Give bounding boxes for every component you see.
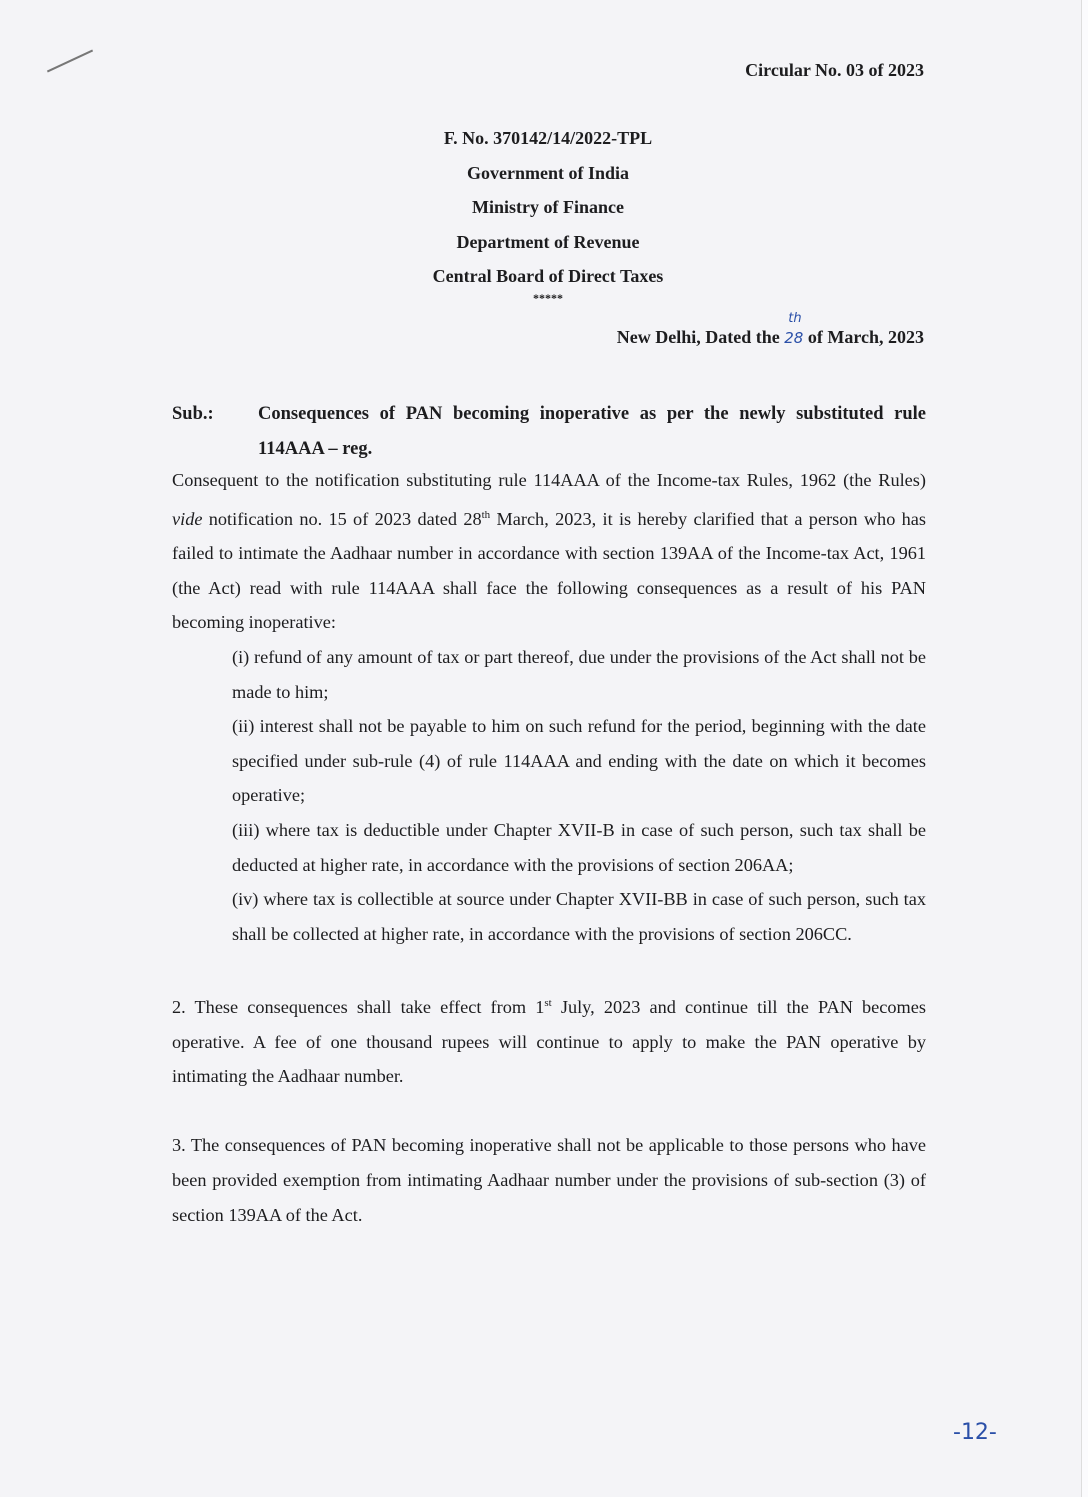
body — [172, 463, 926, 1232]
pen-mark — [47, 50, 93, 73]
day: 28 — [784, 329, 804, 347]
text: July, 2023 and continue till the PAN becomes operative. A fee of one thousand rupees will continue to apply to make the PAN operative by intimating the Aadhaar number. — [172, 997, 926, 1087]
ministry: Ministry of Finance — [472, 197, 624, 217]
text: Consequent to the notification substituting rule 114AAA of the Income-tax Rules, 1962 (the Rules) — [172, 470, 926, 490]
paragraph-1 — [172, 463, 926, 640]
handwritten-day — [784, 311, 804, 347]
date-rest: of March, 2023 — [803, 327, 924, 347]
list-item: (ii) interest shall not be payable to him on such refund for the period, beginning with the date specified under sub-rule (4) of rule 114AAA and ending with the date on which it becomes operative; — [232, 716, 926, 806]
list-item: (iii) where tax is deductible under Chapter XVII-B in case of such person, such tax shall be deducted at higher rate, in accordance with the provisions of section 206AA; — [232, 820, 926, 875]
text: vide — [172, 508, 203, 529]
separator-stars: ***** — [533, 290, 563, 305]
subject — [172, 397, 926, 467]
subject-text: Consequences of PAN becoming inoperative as per the newly substituted rule 114AAA – reg. — [258, 404, 926, 459]
subject-label: Sub.: — [172, 404, 214, 424]
file-number: F. No. 370142/14/2022-TPL — [443, 128, 653, 148]
paragraph-3: 3. The consequences of PAN becoming inoperative shall not be applicable to those persons who have been provided exemption from intimating Aadhaar number under the provisions of sub-section (3) of section 139AA of the Act. — [172, 1135, 926, 1225]
text: st — [544, 997, 552, 1009]
day-suffix: th — [788, 311, 802, 326]
text: notification no. 15 of 2023 dated 28 — [202, 508, 482, 529]
list-item: (iv) where tax is collectible at source under Chapter XVII-BB in case of such person, such tax shall be collected at higher rate, in accordance with the provisions of section 206CC. — [232, 889, 926, 944]
letterhead — [348, 121, 748, 308]
government: Government of India — [467, 162, 629, 183]
page-edge — [1081, 0, 1088, 1497]
date-prefix: New Delhi, Dated the — [616, 327, 785, 347]
text: th — [481, 508, 491, 521]
date-line — [616, 311, 924, 348]
list-item: (i) refund of any amount of tax or part thereof, due under the provisions of the Act shall not be made to him; — [232, 647, 926, 702]
circular-number: Circular No. 03 of 2023 — [745, 60, 924, 80]
text: 2. These consequences shall take effect from 1 — [172, 997, 545, 1018]
board: Central Board of Direct Taxes — [432, 266, 664, 286]
paragraph-2 — [172, 986, 926, 1094]
department: Department of Revenue — [456, 231, 640, 252]
page-number: -12- — [953, 1420, 997, 1445]
text: March, 2023, it is hereby clarified that a person who has failed to intimate the Aadhaar number in accordance with section 139AA of the Income-tax Act, 1961 (the Act) read with rule 114AAA shall face the following consequences as a result of his PAN becoming inoperative: — [172, 508, 926, 633]
